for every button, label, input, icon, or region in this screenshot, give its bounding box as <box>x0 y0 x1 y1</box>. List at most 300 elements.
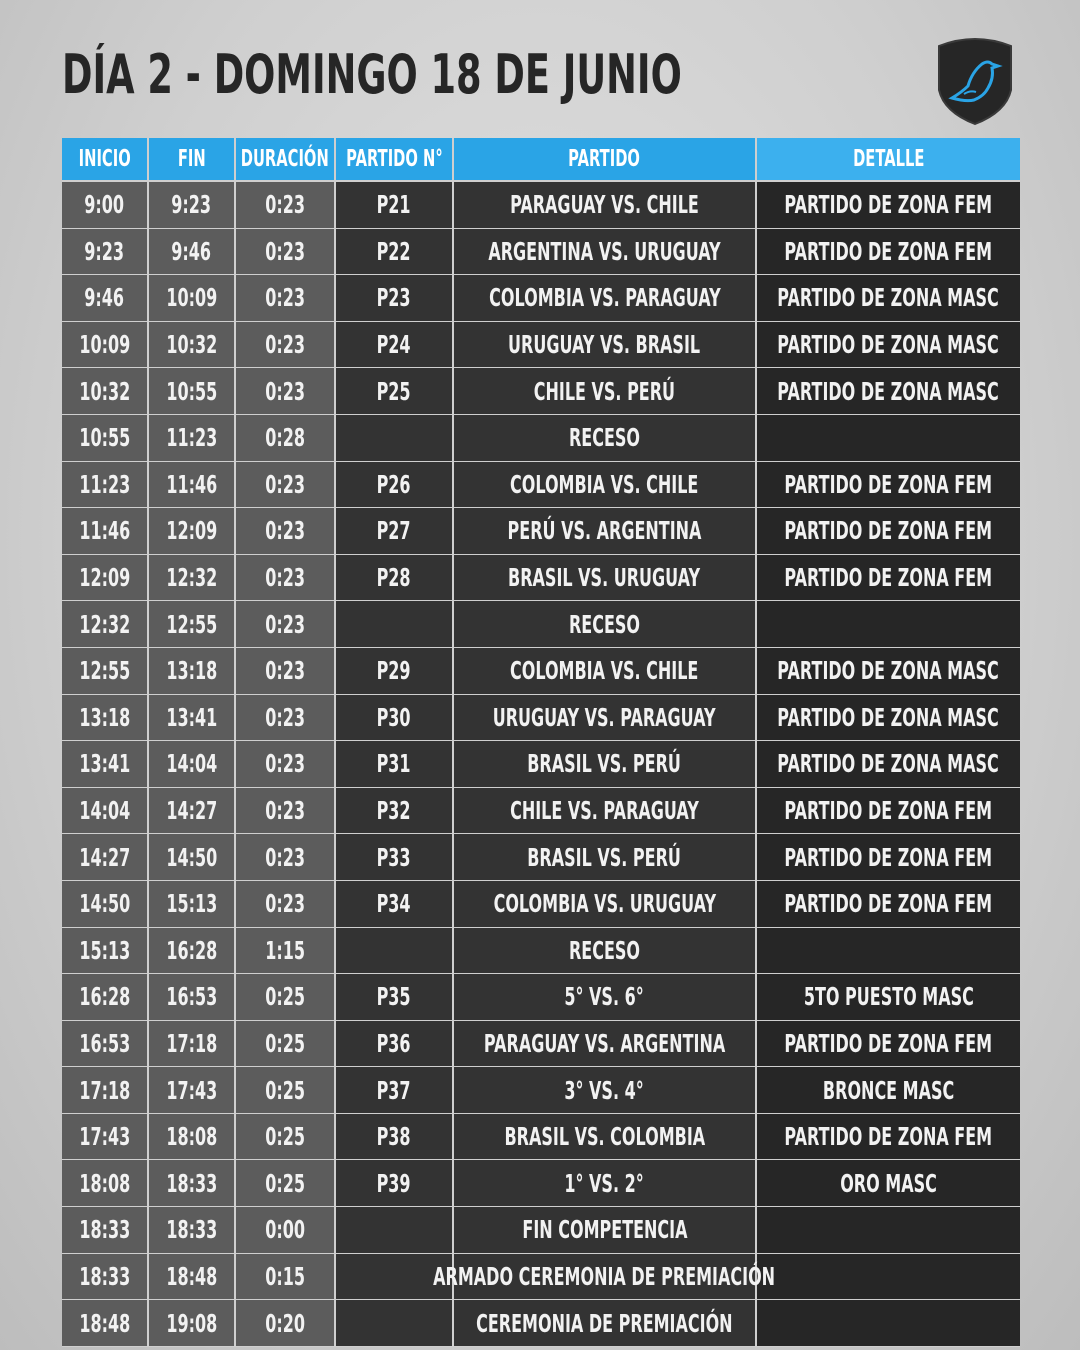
duration-cell <box>236 462 336 508</box>
match-number-cell <box>336 182 454 228</box>
match-cell <box>454 788 757 834</box>
start-time-text: 11:46 <box>79 516 130 546</box>
detail-text: PARTIDO DE ZONA MASC <box>777 702 1000 732</box>
match-number-cell <box>336 788 454 834</box>
end-time-text: 18:33 <box>166 1168 217 1198</box>
detail-text: PARTIDO DE ZONA FEM <box>784 1028 993 1058</box>
start-time-text: 18:48 <box>79 1308 130 1338</box>
match-number-cell <box>336 741 454 787</box>
end-time-text: 17:43 <box>166 1075 217 1105</box>
table-row <box>62 555 1020 602</box>
match-number-cell <box>336 508 454 554</box>
detail-text: PARTIDO DE ZONA MASC <box>777 330 1000 360</box>
duration-text: 0:23 <box>265 702 305 732</box>
table-row <box>62 182 1020 229</box>
duration-cell <box>236 928 336 974</box>
duration-text: 0:23 <box>265 376 305 406</box>
duration-text: 0:23 <box>265 796 305 826</box>
start-time-text: 18:33 <box>79 1215 130 1245</box>
duration-text: 0:25 <box>265 1122 305 1152</box>
start-time-text: 16:28 <box>79 982 130 1012</box>
start-time-cell <box>62 741 149 787</box>
end-time-text: 13:18 <box>166 656 217 686</box>
duration-text: 0:23 <box>265 563 305 593</box>
start-time-text: 9:46 <box>84 283 125 313</box>
end-time-text: 18:48 <box>166 1261 217 1291</box>
match-number-text: P21 <box>377 190 411 220</box>
duration-text: 0:25 <box>265 982 305 1012</box>
detail-text: PARTIDO DE ZONA MASC <box>777 749 1000 779</box>
match-number-cell <box>336 415 454 461</box>
start-time-text: 10:55 <box>79 423 130 453</box>
start-time-cell <box>62 1114 149 1160</box>
duration-text: 0:25 <box>265 1168 305 1198</box>
detail-cell <box>757 1254 1020 1300</box>
detail-cell <box>757 881 1020 927</box>
table-row <box>62 1254 1020 1301</box>
condor-crest-icon <box>934 34 1016 126</box>
match-number-cell <box>336 275 454 321</box>
detail-text: ORO MASC <box>840 1168 937 1198</box>
match-text: RECESO <box>568 609 641 639</box>
detail-text: PARTIDO DE ZONA MASC <box>777 283 1000 313</box>
detail-text: 5TO PUESTO MASC <box>803 982 974 1012</box>
duration-cell <box>236 182 336 228</box>
detail-cell <box>757 1021 1020 1067</box>
duration-cell <box>236 415 336 461</box>
match-text: CHILE VS. PERÚ <box>533 376 676 406</box>
end-time-text: 14:04 <box>166 749 217 779</box>
start-time-text: 11:23 <box>79 469 130 499</box>
duration-text: 0:23 <box>265 842 305 872</box>
detail-cell <box>757 229 1020 275</box>
match-number-text: P39 <box>377 1168 411 1198</box>
start-time-cell <box>62 1160 149 1206</box>
detail-text: PARTIDO DE ZONA MASC <box>777 656 1000 686</box>
match-text: PERÚ VS. ARGENTINA <box>507 516 702 546</box>
schedule-table <box>62 138 1020 1347</box>
match-text: CHILE VS. PARAGUAY <box>510 796 699 826</box>
match-number-text: P34 <box>377 889 411 919</box>
end-time-text: 12:09 <box>166 516 217 546</box>
end-time-cell <box>149 555 236 601</box>
match-number-cell <box>336 1160 454 1206</box>
match-text: PARAGUAY VS. ARGENTINA <box>483 1028 726 1058</box>
end-time-text: 14:27 <box>166 796 217 826</box>
detail-text: PARTIDO DE ZONA FEM <box>784 842 993 872</box>
match-text: RECESO <box>568 935 641 965</box>
match-cell <box>454 368 757 414</box>
match-cell <box>454 555 757 601</box>
match-cell <box>454 695 757 741</box>
detail-cell <box>757 462 1020 508</box>
duration-cell <box>236 1021 336 1067</box>
match-number-cell <box>336 648 454 694</box>
start-time-text: 13:18 <box>79 702 130 732</box>
detail-cell <box>757 1207 1020 1253</box>
match-number-cell <box>336 1300 454 1346</box>
duration-cell <box>236 322 336 368</box>
table-row <box>62 601 1020 648</box>
match-text: COLOMBIA VS. PARAGUAY <box>488 283 721 313</box>
match-cell <box>454 462 757 508</box>
duration-cell <box>236 1067 336 1113</box>
match-number-cell <box>336 555 454 601</box>
match-cell <box>454 1067 757 1113</box>
start-time-text: 17:18 <box>79 1075 130 1105</box>
end-time-text: 19:08 <box>166 1308 217 1338</box>
duration-text: 1:15 <box>265 935 305 965</box>
match-number-text: P28 <box>377 563 411 593</box>
start-time-cell <box>62 974 149 1020</box>
detail-cell <box>757 275 1020 321</box>
end-time-cell <box>149 928 236 974</box>
match-text: URUGUAY VS. BRASIL <box>508 330 701 360</box>
start-time-cell <box>62 1254 149 1300</box>
start-time-text: 12:32 <box>79 609 130 639</box>
header-label: DETALLE <box>852 146 925 172</box>
start-time-cell <box>62 182 149 228</box>
duration-cell <box>236 881 336 927</box>
table-row <box>62 1114 1020 1161</box>
end-time-text: 18:08 <box>166 1122 217 1152</box>
table-row <box>62 928 1020 975</box>
end-time-text: 11:46 <box>166 469 217 499</box>
match-text: PARAGUAY VS. CHILE <box>510 190 699 220</box>
match-number-cell <box>336 229 454 275</box>
duration-text: 0:23 <box>265 656 305 686</box>
match-cell <box>454 648 757 694</box>
start-time-text: 9:23 <box>84 236 125 266</box>
table-row <box>62 368 1020 415</box>
start-time-cell <box>62 648 149 694</box>
duration-text: 0:20 <box>265 1308 305 1338</box>
end-time-cell <box>149 648 236 694</box>
detail-cell <box>757 601 1020 647</box>
start-time-cell <box>62 229 149 275</box>
end-time-cell <box>149 1300 236 1346</box>
table-row <box>62 788 1020 835</box>
end-time-cell <box>149 462 236 508</box>
match-cell <box>454 881 757 927</box>
match-number-cell <box>336 601 454 647</box>
end-time-cell <box>149 741 236 787</box>
match-cell <box>454 1114 757 1160</box>
match-cell <box>454 1207 757 1253</box>
start-time-text: 10:32 <box>79 376 130 406</box>
start-time-cell <box>62 1207 149 1253</box>
detail-cell <box>757 741 1020 787</box>
match-number-text: P24 <box>377 330 411 360</box>
match-number-text: P26 <box>377 469 411 499</box>
start-time-cell <box>62 1067 149 1113</box>
start-time-cell <box>62 275 149 321</box>
duration-cell <box>236 788 336 834</box>
page-title: DÍA 2 - DOMINGO 18 DE JUNIO <box>62 43 682 106</box>
start-time-text: 14:04 <box>79 796 130 826</box>
duration-cell <box>236 974 336 1020</box>
detail-text: PARTIDO DE ZONA FEM <box>784 796 993 826</box>
duration-text: 0:28 <box>265 423 305 453</box>
end-time-text: 15:13 <box>166 889 217 919</box>
duration-cell <box>236 1300 336 1346</box>
match-number-text: P32 <box>377 796 411 826</box>
end-time-text: 12:55 <box>166 609 217 639</box>
table-row <box>62 974 1020 1021</box>
match-number-cell <box>336 834 454 880</box>
end-time-text: 10:32 <box>166 330 217 360</box>
duration-text: 0:23 <box>265 330 305 360</box>
match-number-cell <box>336 1207 454 1253</box>
detail-cell <box>757 928 1020 974</box>
start-time-cell <box>62 322 149 368</box>
start-time-text: 14:27 <box>79 842 130 872</box>
duration-text: 0:15 <box>265 1261 305 1291</box>
end-time-text: 12:32 <box>166 563 217 593</box>
duration-cell <box>236 741 336 787</box>
match-text: BRASIL VS. PERÚ <box>527 749 682 779</box>
match-number-cell <box>336 1114 454 1160</box>
header-label: DURACIÓN <box>240 146 330 172</box>
start-time-cell <box>62 555 149 601</box>
end-time-text: 9:23 <box>171 190 212 220</box>
match-text: URUGUAY VS. PARAGUAY <box>493 702 716 732</box>
end-time-text: 17:18 <box>166 1028 217 1058</box>
end-time-cell <box>149 1254 236 1300</box>
end-time-cell <box>149 1114 236 1160</box>
match-cell <box>454 1300 757 1346</box>
end-time-text: 10:55 <box>166 376 217 406</box>
duration-cell <box>236 1254 336 1300</box>
match-cell <box>454 229 757 275</box>
table-row <box>62 648 1020 695</box>
match-number-text: P25 <box>377 376 411 406</box>
end-time-text: 10:09 <box>166 283 217 313</box>
detail-cell <box>757 508 1020 554</box>
match-text: BRASIL VS. PERÚ <box>527 842 682 872</box>
duration-text: 0:23 <box>265 889 305 919</box>
match-cell <box>454 834 757 880</box>
table-body <box>62 182 1020 1347</box>
match-number-text: P30 <box>377 702 411 732</box>
start-time-text: 13:41 <box>79 749 130 779</box>
table-row <box>62 741 1020 788</box>
match-cell <box>454 601 757 647</box>
match-number-text: P37 <box>377 1075 411 1105</box>
detail-cell <box>757 1114 1020 1160</box>
match-text: ARGENTINA VS. URUGUAY <box>488 236 721 266</box>
match-text: BRASIL VS. COLOMBIA <box>504 1122 705 1152</box>
end-time-cell <box>149 415 236 461</box>
match-cell <box>454 182 757 228</box>
end-time-text: 18:33 <box>166 1215 217 1245</box>
duration-text: 0:23 <box>265 469 305 499</box>
end-time-cell <box>149 601 236 647</box>
match-number-text: P31 <box>377 749 411 779</box>
match-number-cell <box>336 928 454 974</box>
duration-cell <box>236 1114 336 1160</box>
end-time-text: 16:53 <box>166 982 217 1012</box>
end-time-cell <box>149 368 236 414</box>
match-cell <box>454 1021 757 1067</box>
duration-text: 0:23 <box>265 609 305 639</box>
end-time-cell <box>149 834 236 880</box>
match-number-cell <box>336 1021 454 1067</box>
header-label: FIN <box>177 146 206 172</box>
duration-cell <box>236 555 336 601</box>
start-time-text: 12:55 <box>79 656 130 686</box>
match-text: COLOMBIA VS. CHILE <box>510 656 699 686</box>
header-label: INICIO <box>78 146 131 172</box>
table-row <box>62 881 1020 928</box>
start-time-text: 18:08 <box>79 1168 130 1198</box>
start-time-cell <box>62 928 149 974</box>
end-time-cell <box>149 1067 236 1113</box>
match-text: CEREMONIA DE PREMIACIÓN <box>476 1308 733 1338</box>
detail-cell <box>757 415 1020 461</box>
start-time-text: 9:00 <box>84 190 125 220</box>
match-number-text: P36 <box>377 1028 411 1058</box>
table-row <box>62 1300 1020 1347</box>
match-number-text: P22 <box>377 236 411 266</box>
header-cell-fin <box>149 138 236 180</box>
duration-cell <box>236 601 336 647</box>
match-number-cell <box>336 695 454 741</box>
table-row <box>62 1067 1020 1114</box>
end-time-text: 13:41 <box>166 702 217 732</box>
match-number-cell <box>336 462 454 508</box>
end-time-cell <box>149 182 236 228</box>
header-cell-inicio <box>62 138 149 180</box>
match-text: 5° VS. 6° <box>564 982 645 1012</box>
start-time-text: 17:43 <box>79 1122 130 1152</box>
end-time-cell <box>149 508 236 554</box>
match-cell <box>433 1254 776 1300</box>
match-cell <box>454 928 757 974</box>
detail-cell <box>757 182 1020 228</box>
detail-text: PARTIDO DE ZONA FEM <box>784 889 993 919</box>
match-number-cell <box>336 881 454 927</box>
duration-cell <box>236 508 336 554</box>
table-row <box>62 834 1020 881</box>
detail-cell <box>757 695 1020 741</box>
start-time-text: 10:09 <box>79 330 130 360</box>
table-row <box>62 275 1020 322</box>
header-label: PARTIDO <box>568 146 641 172</box>
end-time-cell <box>149 974 236 1020</box>
end-time-cell <box>149 322 236 368</box>
start-time-cell <box>62 695 149 741</box>
duration-cell <box>236 648 336 694</box>
match-text: COLOMBIA VS. CHILE <box>510 469 699 499</box>
header-label: PARTIDO N° <box>345 146 443 172</box>
match-number-text: P29 <box>377 656 411 686</box>
match-cell <box>454 508 757 554</box>
match-number-text: P27 <box>377 516 411 546</box>
detail-cell <box>757 1067 1020 1113</box>
match-number-text: P23 <box>377 283 411 313</box>
duration-text: 0:23 <box>265 236 305 266</box>
detail-text: PARTIDO DE ZONA FEM <box>784 1122 993 1152</box>
detail-cell <box>757 368 1020 414</box>
start-time-text: 14:50 <box>79 889 130 919</box>
detail-cell <box>757 1300 1020 1346</box>
end-time-cell <box>149 1160 236 1206</box>
start-time-text: 15:13 <box>79 935 130 965</box>
header-cell-partido <box>454 138 757 180</box>
detail-cell <box>757 648 1020 694</box>
detail-text: BRONCE MASC <box>822 1075 955 1105</box>
end-time-cell <box>149 695 236 741</box>
match-text: 3° VS. 4° <box>564 1075 645 1105</box>
duration-text: 0:25 <box>265 1028 305 1058</box>
match-cell <box>454 974 757 1020</box>
end-time-text: 11:23 <box>166 423 217 453</box>
table-row <box>62 508 1020 555</box>
match-cell <box>454 415 757 461</box>
match-number-text: P38 <box>377 1122 411 1152</box>
duration-cell <box>236 275 336 321</box>
end-time-cell <box>149 1207 236 1253</box>
table-row <box>62 322 1020 369</box>
match-number-cell <box>336 1067 454 1113</box>
start-time-cell <box>62 1021 149 1067</box>
table-header <box>62 138 1020 182</box>
duration-cell <box>236 1160 336 1206</box>
header-cell-detalle <box>757 138 1020 180</box>
match-cell <box>454 275 757 321</box>
start-time-cell <box>62 834 149 880</box>
duration-cell <box>236 1207 336 1253</box>
start-time-cell <box>62 881 149 927</box>
start-time-text: 18:33 <box>79 1261 130 1291</box>
detail-cell <box>757 788 1020 834</box>
table-row <box>62 462 1020 509</box>
header-cell-duracion <box>236 138 336 180</box>
detail-cell <box>757 322 1020 368</box>
duration-text: 0:23 <box>265 749 305 779</box>
end-time-cell <box>149 275 236 321</box>
duration-cell <box>236 834 336 880</box>
duration-cell <box>236 695 336 741</box>
table-row <box>62 695 1020 742</box>
end-time-cell <box>149 1021 236 1067</box>
start-time-text: 16:53 <box>79 1028 130 1058</box>
table-row <box>62 1207 1020 1254</box>
duration-cell <box>236 229 336 275</box>
match-text: COLOMBIA VS. URUGUAY <box>493 889 716 919</box>
duration-text: 0:25 <box>265 1075 305 1105</box>
detail-text: PARTIDO DE ZONA FEM <box>784 469 993 499</box>
table-row <box>62 415 1020 462</box>
match-number-text: P33 <box>377 842 411 872</box>
match-number-cell <box>336 974 454 1020</box>
detail-text: PARTIDO DE ZONA FEM <box>784 563 993 593</box>
end-time-cell <box>149 229 236 275</box>
table-row <box>62 229 1020 276</box>
end-time-text: 14:50 <box>166 842 217 872</box>
start-time-cell <box>62 462 149 508</box>
detail-cell <box>757 974 1020 1020</box>
detail-text: PARTIDO DE ZONA FEM <box>784 190 993 220</box>
duration-cell <box>236 368 336 414</box>
detail-text: PARTIDO DE ZONA MASC <box>777 376 1000 406</box>
match-cell <box>454 1160 757 1206</box>
end-time-text: 9:46 <box>171 236 212 266</box>
end-time-cell <box>149 881 236 927</box>
match-text: BRASIL VS. URUGUAY <box>508 563 701 593</box>
detail-text: PARTIDO DE ZONA FEM <box>784 236 993 266</box>
